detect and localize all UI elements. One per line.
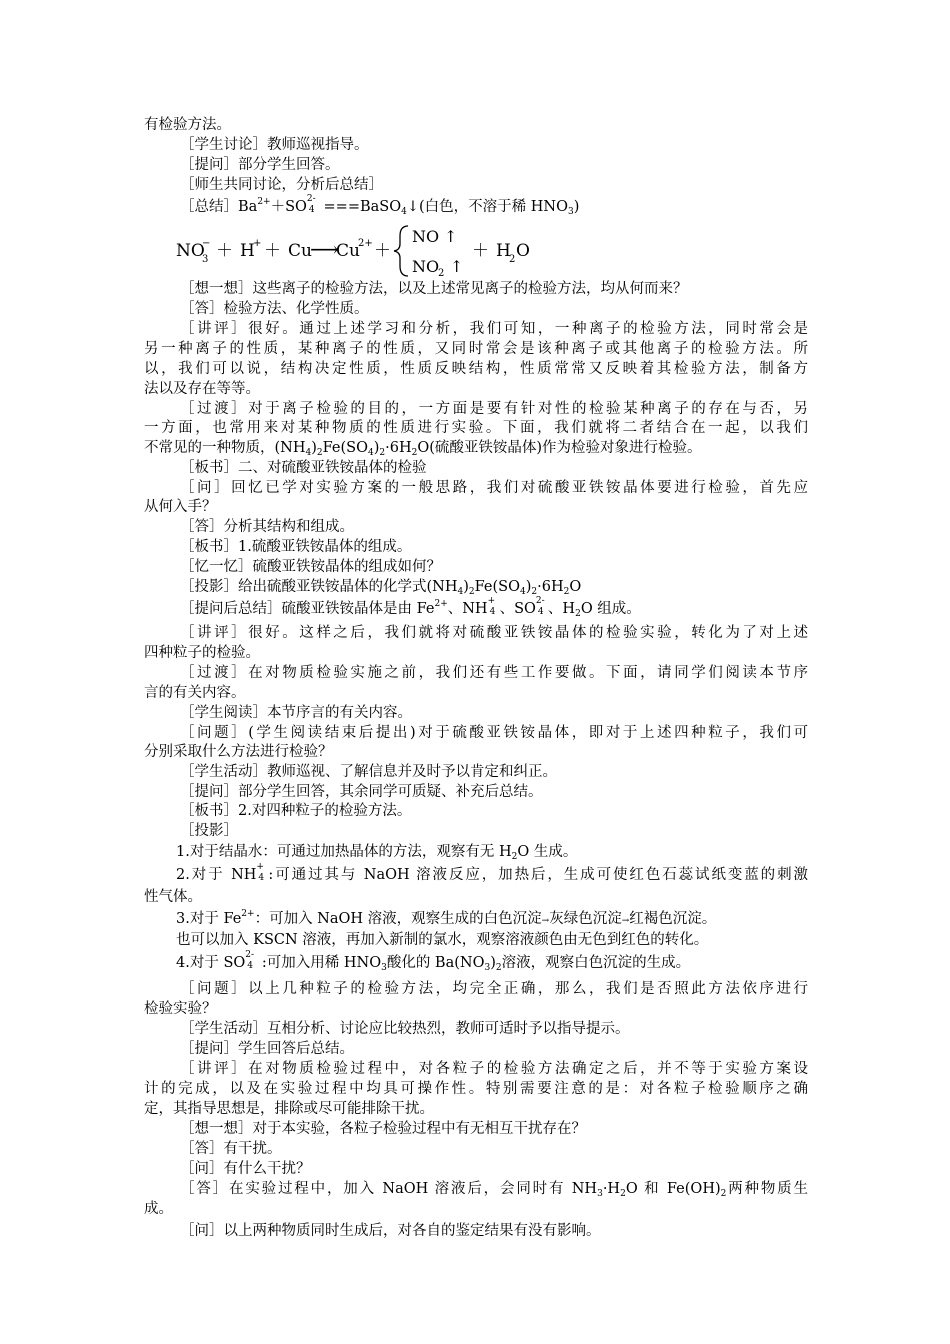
svg-text:+: +	[253, 238, 262, 249]
svg-text:3: 3	[202, 254, 209, 265]
text-line: ［投影］	[180, 823, 238, 839]
svg-text:O: O	[516, 241, 530, 261]
text-line: 言的有关内容。	[144, 685, 246, 701]
text-line: 检验实验？	[144, 1001, 217, 1017]
text-line: 有检验方法。	[144, 117, 231, 133]
text-line: ［讲评］在对物质检验过程中，对各粒子的检验方法确定之后，并不等于实验方案设	[180, 1061, 808, 1077]
text-line: 也可以加入 KSCN 溶液，再加入新制的氯水，观察溶液颜色由无色到红色的转化。	[176, 932, 709, 948]
text-line: ［学生活动］互相分析、讨论应比较热烈，教师可适时予以指导提示。	[180, 1021, 630, 1037]
text-line: ［提问］部分学生回答。	[180, 157, 340, 173]
svg-text:NO: NO	[176, 241, 205, 261]
text-line: 计的完成，以及在实验过程中均具可操作性。特别需要注意的是：对各粒子检验顺序之确	[144, 1081, 808, 1097]
svg-text:Cu: Cu	[336, 241, 360, 261]
svg-text:H: H	[240, 241, 255, 261]
summary-equation-line: ［总结$]Ba^{2+}+SO$ 2- 4 ===BaSO$_4$↓(白色，不溶于稀 $HNO_3$)	[180, 194, 580, 217]
nitric-acid-copper-equation	[176, 222, 596, 280]
text-line: ［提问］部分学生回答，其余同学可质疑、补充后总结。	[180, 784, 543, 800]
text-line: ［讲评］很好。通过上述学习和分析，我们可知，一种离子的检验方法，同时常会是	[180, 321, 808, 337]
svg-text:−: −	[202, 238, 211, 249]
svg-text:↑: ↑	[444, 227, 458, 246]
text-line: 一方面，也常用来对某种物质的性质进行实验。下面，我们就将二者结合在一起，以我们	[144, 420, 808, 436]
text-line: 定，其指导思想是，排除或尽可能排除干扰。	[144, 1101, 434, 1117]
text-line: ［答］有干扰。	[180, 1141, 282, 1157]
text-line: 法以及存在等等。	[144, 381, 260, 397]
text-line: ［学生阅读］本节序言的有关内容。	[180, 705, 412, 721]
formula-line: ［提问后总结］硫酸亚铁铵晶体是由 $Fe^{2+}$、NH + 4 、SO 2- 4 、$H_2O$ 组成。	[180, 596, 641, 619]
text-line: 另一种离子的性质，某种离子的性质，又同时常会是该种离子或其他离子的检验方法。所	[144, 341, 808, 357]
svg-text:＋: ＋	[264, 241, 281, 261]
text-line: ［答］检验方法、化学性质。	[180, 301, 369, 317]
text-line: ［问］以上两种物质同时生成后，对各自的鉴定结果有没有影响。	[180, 1223, 601, 1239]
text-line: ［板书］二、对硫酸亚铁铵晶体的检验	[180, 460, 427, 476]
svg-text:＋: ＋	[374, 241, 391, 261]
text-line: ［忆一忆］硫酸亚铁铵晶体的组成如何？	[180, 559, 441, 575]
text-line: 从何入手？	[144, 499, 217, 515]
text-line: ［板书］2.对四种粒子的检验方法。	[180, 803, 412, 819]
svg-text:↑: ↑	[450, 257, 464, 276]
formula-line: ［答］在实验过程中，加入 NaOH 溶液后，会同时有 $NH_3\cdot H_2O$ 和 $Fe(OH)_2$两种物质生	[180, 1181, 809, 1199]
formula-line: 不常见的一种物质，$(NH_4)_2Fe(SO_4)_2\cdot 6H_2O$(硫酸亚铁铵晶体)作为检验对象进行检验。	[144, 440, 702, 458]
text-line: ［过渡］在对物质检验实施之前，我们还有些工作要做。下面，请同学们阅读本节序	[180, 665, 808, 681]
svg-text:Cu: Cu	[288, 241, 312, 261]
text-line: ［提问］学生回答后总结。	[180, 1041, 354, 1057]
text-line: 性气体。	[144, 889, 202, 905]
brace-icon	[394, 226, 408, 276]
svg-text:＋: ＋	[216, 241, 233, 261]
formula-line: 1.对于结晶水：可通过加热晶体的方法，观察有无 $H_2O$ 生成。	[176, 844, 578, 862]
text-line: ［过渡］对于离子检验的目的，一方面是要有针对性的检验某种离子的存在与否，另	[180, 401, 808, 417]
formula-line: ［投影］给出硫酸亚铁铵晶体的化学式$(NH_4)_2Fe(SO_4)_2\cdot 6H_2O$	[180, 579, 582, 597]
text-line: ［问题］以上几种粒子的检验方法，均完全正确，那么，我们是否照此方法依序进行	[180, 981, 808, 997]
text-line: ［讲评］很好。这样之后，我们就将对硫酸亚铁铵晶体的检验实验，转化为了对上述	[180, 625, 808, 641]
text-line: ［问题］(学生阅读结束后提出)对于硫酸亚铁铵晶体，即对于上述四种粒子，我们可	[180, 725, 808, 741]
text-line: ［问］回忆已学对实验方案的一般思路，我们对硫酸亚铁铵晶体要进行检验，首先应	[180, 480, 808, 496]
text-line: 以，我们可以说，结构决定性质，性质反映结构，性质常常又反映着其检验方法，制备方	[144, 361, 808, 377]
text-line: 成。	[144, 1201, 173, 1217]
text-line: ［板书］1.硫酸亚铁铵晶体的组成。	[180, 539, 412, 555]
svg-text:NO: NO	[412, 257, 440, 276]
text-line: 分别采取什么方法进行检验？	[144, 744, 333, 760]
svg-text:⟶: ⟶	[310, 237, 339, 261]
svg-text:＋: ＋	[472, 241, 489, 261]
svg-text:NO: NO	[412, 227, 440, 246]
text-line: ［问］有什么干扰？	[180, 1161, 311, 1177]
text-line: ［学生讨论］教师巡视指导。	[180, 137, 369, 153]
text-line: 四种粒子的检验。	[144, 645, 260, 661]
svg-text:2: 2	[509, 254, 516, 265]
svg-text:H: H	[496, 241, 511, 261]
text-line: ［答］分析其结构和组成。	[180, 519, 354, 535]
text-line: ［学生活动］教师巡视、了解信息并及时予以肯定和纠正。	[180, 764, 557, 780]
text-line: ［想一想］这些离子的检验方法，以及上述常见离子的检验方法，均从何而来？	[180, 281, 688, 297]
svg-text:2+: 2+	[358, 238, 373, 249]
formula-line: 2.对于 NH + 4 :可通过其与 NaOH 溶液反应，加热后，生成可使红色石蕊试纸变蓝的刺激	[176, 862, 808, 883]
text-line: ［师生共同讨论，分析后总结］	[180, 177, 383, 193]
formula-line: 4.对于 SO 2- 4 :可加入用稀 $HNO_3$酸化的 $Ba(NO_3)_2$溶液，观察白色沉淀的生成。	[176, 950, 691, 973]
formula-line: 3.对于 $Fe^{2+}$：可加入 NaOH 溶液，观察生成的白色沉淀→灰绿色沉淀→红褐色沉淀。	[176, 909, 717, 927]
text-line: ［想一想］对于本实验，各粒子检验过程中有无相互干扰存在？	[180, 1121, 586, 1137]
svg-text:2: 2	[438, 268, 445, 279]
